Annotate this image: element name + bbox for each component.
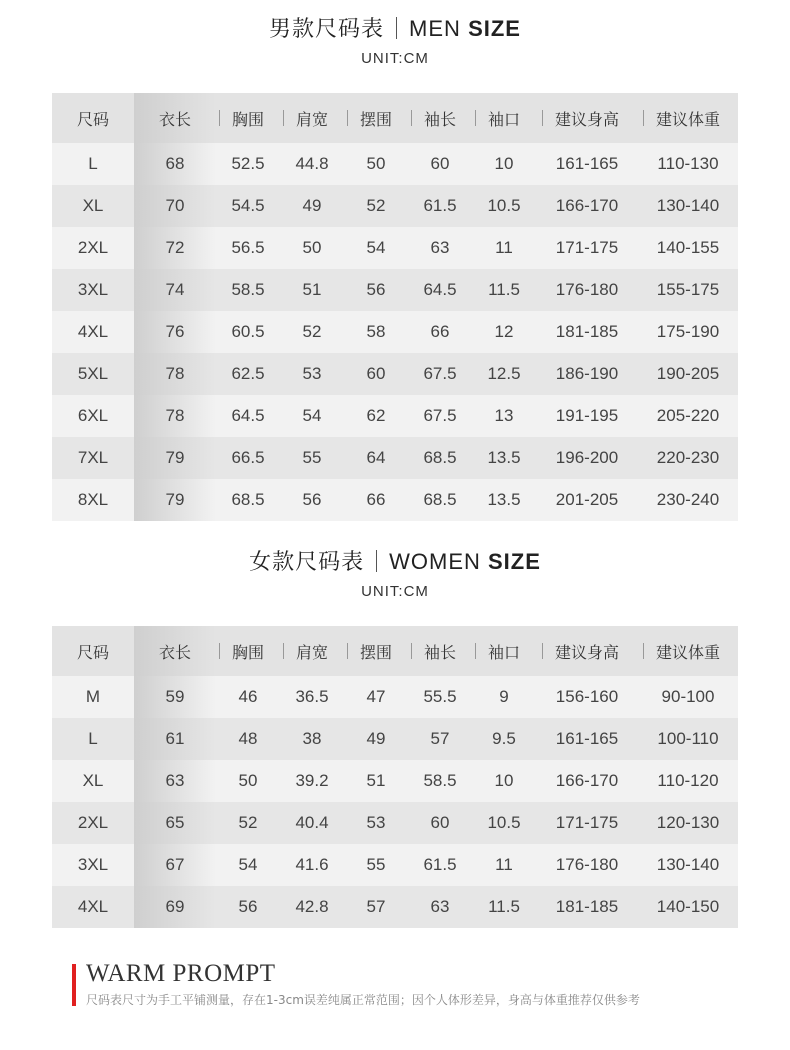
measure-cell: 60 bbox=[430, 813, 450, 832]
measure-cell: 63 bbox=[134, 760, 216, 802]
measure-cell: 68 bbox=[134, 143, 216, 185]
measure-cell: 58 bbox=[366, 322, 386, 341]
column-header: 建议身高 bbox=[536, 626, 638, 676]
measure-cell: 68.5 bbox=[423, 490, 457, 509]
measure-cell: 11.5 bbox=[488, 280, 520, 299]
column-header: 袖口 bbox=[472, 626, 536, 676]
measure-cell: 78 bbox=[134, 353, 216, 395]
measure-cell: 58.5 bbox=[423, 771, 457, 790]
measure-cell: 49 bbox=[302, 196, 322, 215]
measure-cell: 49 bbox=[366, 729, 386, 748]
measure-cell: 140-150 bbox=[656, 897, 720, 916]
measure-cell: 50 bbox=[366, 154, 386, 173]
column-header: 袖口 bbox=[472, 93, 536, 143]
measure-cell: 52 bbox=[302, 322, 322, 341]
measure-cell: 79 bbox=[134, 479, 216, 521]
table-row bbox=[52, 227, 738, 269]
measure-cell: 9.5 bbox=[492, 729, 516, 748]
measure-cell: 176-180 bbox=[555, 855, 619, 874]
measure-cell: 54 bbox=[302, 406, 322, 425]
measure-cell: 166-170 bbox=[555, 771, 619, 790]
column-header: 衣长 bbox=[134, 626, 216, 676]
size-cell: 4XL bbox=[77, 322, 109, 341]
size-cell: 8XL bbox=[77, 490, 109, 509]
measure-cell: 58.5 bbox=[231, 280, 265, 299]
column-header: 尺码 bbox=[76, 642, 109, 662]
measure-cell: 10 bbox=[494, 154, 514, 173]
warm-prompt-title: WARM PROMPT bbox=[86, 960, 276, 987]
measure-cell: 53 bbox=[366, 813, 386, 832]
women-size-table bbox=[52, 626, 738, 928]
column-header: 袖长 bbox=[408, 626, 472, 676]
measure-cell: 161-165 bbox=[555, 729, 619, 748]
measure-cell: 171-175 bbox=[555, 238, 619, 257]
table-row bbox=[52, 395, 738, 437]
measure-cell: 60 bbox=[430, 154, 450, 173]
measure-cell: 55 bbox=[366, 855, 386, 874]
table-row bbox=[52, 185, 738, 227]
column-header: 建议体重 bbox=[638, 93, 738, 143]
measure-cell: 100-110 bbox=[657, 729, 719, 748]
measure-cell: 13 bbox=[494, 406, 514, 425]
size-cell: 3XL bbox=[77, 855, 109, 874]
measure-cell: 57 bbox=[366, 897, 386, 916]
prompt-accent-bar bbox=[72, 964, 76, 1006]
measure-cell: 42.8 bbox=[295, 897, 329, 916]
measure-cell: 56 bbox=[366, 280, 386, 299]
size-cell: XL bbox=[82, 771, 104, 790]
size-cell: 2XL bbox=[77, 238, 109, 257]
measure-cell: 54 bbox=[238, 855, 258, 874]
measure-cell: 166-170 bbox=[555, 196, 619, 215]
measure-cell: 38 bbox=[302, 729, 322, 748]
table-row bbox=[52, 269, 738, 311]
measure-cell: 47 bbox=[366, 687, 386, 706]
men-unit-label: UNIT:CM bbox=[361, 50, 429, 67]
men-size-title bbox=[0, 12, 790, 43]
table-row bbox=[52, 311, 738, 353]
measure-cell: 65 bbox=[134, 802, 216, 844]
measure-cell: 156-160 bbox=[555, 687, 619, 706]
measure-cell: 220-230 bbox=[656, 448, 720, 467]
measure-cell: 63 bbox=[430, 238, 450, 257]
measure-cell: 13.5 bbox=[487, 448, 521, 467]
measure-cell: 130-140 bbox=[656, 196, 720, 215]
measure-cell: 69 bbox=[134, 886, 216, 928]
measure-cell: 230-240 bbox=[656, 490, 720, 509]
measure-cell: 50 bbox=[238, 771, 258, 790]
table-row bbox=[52, 886, 738, 928]
column-header: 胸围 bbox=[216, 93, 280, 143]
title-divider bbox=[376, 550, 377, 572]
measure-cell: 53 bbox=[302, 364, 322, 383]
measure-cell: 74 bbox=[134, 269, 216, 311]
column-header: 摆围 bbox=[344, 93, 408, 143]
measure-cell: 79 bbox=[134, 437, 216, 479]
column-header: 胸围 bbox=[216, 626, 280, 676]
women-title-en: WOMEN SIZE bbox=[389, 549, 541, 574]
measure-cell: 186-190 bbox=[555, 364, 619, 383]
measure-cell: 61.5 bbox=[423, 855, 457, 874]
measure-cell: 57 bbox=[430, 729, 450, 748]
measure-cell: 76 bbox=[134, 311, 216, 353]
women-size-title bbox=[0, 545, 790, 576]
size-cell: 5XL bbox=[77, 364, 109, 383]
measure-cell: 59 bbox=[134, 676, 216, 718]
table-header-row bbox=[52, 93, 738, 143]
measure-cell: 61.5 bbox=[423, 196, 457, 215]
measure-cell: 70 bbox=[134, 185, 216, 227]
measure-cell: 11.5 bbox=[488, 897, 520, 916]
measure-cell: 161-165 bbox=[555, 154, 619, 173]
measure-cell: 190-205 bbox=[656, 364, 720, 383]
column-header: 肩宽 bbox=[280, 626, 344, 676]
table-row bbox=[52, 802, 738, 844]
measure-cell: 201-205 bbox=[555, 490, 619, 509]
measure-cell: 36.5 bbox=[295, 687, 329, 706]
measure-cell: 68.5 bbox=[423, 448, 457, 467]
table-row bbox=[52, 353, 738, 395]
measure-cell: 56 bbox=[302, 490, 322, 509]
measure-cell: 11 bbox=[495, 855, 513, 874]
measure-cell: 72 bbox=[134, 227, 216, 269]
measure-cell: 181-185 bbox=[555, 322, 619, 341]
size-cell: M bbox=[85, 687, 101, 706]
table-row bbox=[52, 143, 738, 185]
measure-cell: 90-100 bbox=[661, 687, 715, 706]
measure-cell: 110-130 bbox=[657, 154, 719, 173]
men-title-en: MEN SIZE bbox=[409, 16, 521, 41]
column-header: 肩宽 bbox=[280, 93, 344, 143]
measure-cell: 46 bbox=[238, 687, 258, 706]
measure-cell: 9 bbox=[499, 687, 509, 706]
measure-cell: 60.5 bbox=[231, 322, 265, 341]
measure-cell: 10 bbox=[494, 771, 514, 790]
measure-cell: 155-175 bbox=[656, 280, 720, 299]
column-header: 建议体重 bbox=[638, 626, 738, 676]
measure-cell: 12.5 bbox=[487, 364, 521, 383]
measure-cell: 54.5 bbox=[231, 196, 265, 215]
measure-cell: 66.5 bbox=[231, 448, 265, 467]
measure-cell: 10.5 bbox=[487, 813, 521, 832]
measure-cell: 62 bbox=[366, 406, 386, 425]
measure-cell: 51 bbox=[366, 771, 386, 790]
measure-cell: 50 bbox=[302, 238, 322, 257]
table-row bbox=[52, 676, 738, 718]
size-cell: XL bbox=[82, 196, 104, 215]
title-divider bbox=[396, 17, 397, 39]
measure-cell: 175-190 bbox=[656, 322, 720, 341]
size-cell: L bbox=[88, 154, 98, 173]
measure-cell: 39.2 bbox=[295, 771, 329, 790]
column-header: 建议身高 bbox=[536, 93, 638, 143]
measure-cell: 78 bbox=[134, 395, 216, 437]
table-header-row bbox=[52, 626, 738, 676]
column-header: 衣长 bbox=[134, 93, 216, 143]
measure-cell: 67 bbox=[134, 844, 216, 886]
table-row bbox=[52, 760, 738, 802]
table-row bbox=[52, 479, 738, 521]
measure-cell: 205-220 bbox=[656, 406, 720, 425]
measure-cell: 54 bbox=[366, 238, 386, 257]
measure-cell: 56 bbox=[238, 897, 258, 916]
size-cell: 7XL bbox=[77, 448, 109, 467]
warm-prompt-note: 尺码表尺寸为手工平铺测量，存在1-3cm误差纯属正常范围；因个人体形差异，身高与体重推荐仅供参考 bbox=[86, 993, 640, 1007]
women-title-cn: 女款尺码表 bbox=[249, 550, 365, 575]
measure-cell: 66 bbox=[430, 322, 450, 341]
measure-cell: 10.5 bbox=[487, 196, 521, 215]
size-cell: 2XL bbox=[77, 813, 109, 832]
column-header: 摆围 bbox=[344, 626, 408, 676]
measure-cell: 41.6 bbox=[295, 855, 329, 874]
measure-cell: 13.5 bbox=[487, 490, 521, 509]
measure-cell: 67.5 bbox=[423, 364, 457, 383]
measure-cell: 64.5 bbox=[423, 280, 457, 299]
size-cell: L bbox=[88, 729, 98, 748]
measure-cell: 67.5 bbox=[423, 406, 457, 425]
measure-cell: 55.5 bbox=[423, 687, 457, 706]
measure-cell: 171-175 bbox=[555, 813, 619, 832]
table-row bbox=[52, 437, 738, 479]
measure-cell: 196-200 bbox=[555, 448, 619, 467]
women-unit-label: UNIT:CM bbox=[361, 583, 429, 600]
measure-cell: 140-155 bbox=[656, 238, 720, 257]
measure-cell: 55 bbox=[302, 448, 322, 467]
measure-cell: 62.5 bbox=[231, 364, 265, 383]
measure-cell: 56.5 bbox=[231, 238, 265, 257]
men-size-table bbox=[52, 93, 738, 521]
measure-cell: 52 bbox=[238, 813, 258, 832]
measure-cell: 52.5 bbox=[231, 154, 265, 173]
measure-cell: 191-195 bbox=[555, 406, 619, 425]
table-row bbox=[52, 844, 738, 886]
measure-cell: 64.5 bbox=[231, 406, 265, 425]
measure-cell: 52 bbox=[366, 196, 386, 215]
measure-cell: 130-140 bbox=[656, 855, 720, 874]
measure-cell: 120-130 bbox=[656, 813, 720, 832]
size-cell: 4XL bbox=[77, 897, 109, 916]
measure-cell: 176-180 bbox=[555, 280, 619, 299]
men-title-cn: 男款尺码表 bbox=[269, 17, 385, 42]
measure-cell: 110-120 bbox=[657, 771, 719, 790]
measure-cell: 51 bbox=[302, 280, 322, 299]
measure-cell: 11 bbox=[495, 238, 513, 257]
measure-cell: 44.8 bbox=[295, 154, 329, 173]
measure-cell: 40.4 bbox=[295, 813, 329, 832]
measure-cell: 181-185 bbox=[555, 897, 619, 916]
column-header: 袖长 bbox=[408, 93, 472, 143]
size-cell: 6XL bbox=[77, 406, 109, 425]
measure-cell: 48 bbox=[238, 729, 258, 748]
measure-cell: 66 bbox=[366, 490, 386, 509]
column-header: 尺码 bbox=[76, 109, 109, 129]
measure-cell: 64 bbox=[366, 448, 386, 467]
measure-cell: 60 bbox=[366, 364, 386, 383]
measure-cell: 61 bbox=[134, 718, 216, 760]
measure-cell: 68.5 bbox=[231, 490, 265, 509]
table-row bbox=[52, 718, 738, 760]
size-cell: 3XL bbox=[77, 280, 109, 299]
measure-cell: 63 bbox=[430, 897, 450, 916]
measure-cell: 12 bbox=[494, 322, 514, 341]
